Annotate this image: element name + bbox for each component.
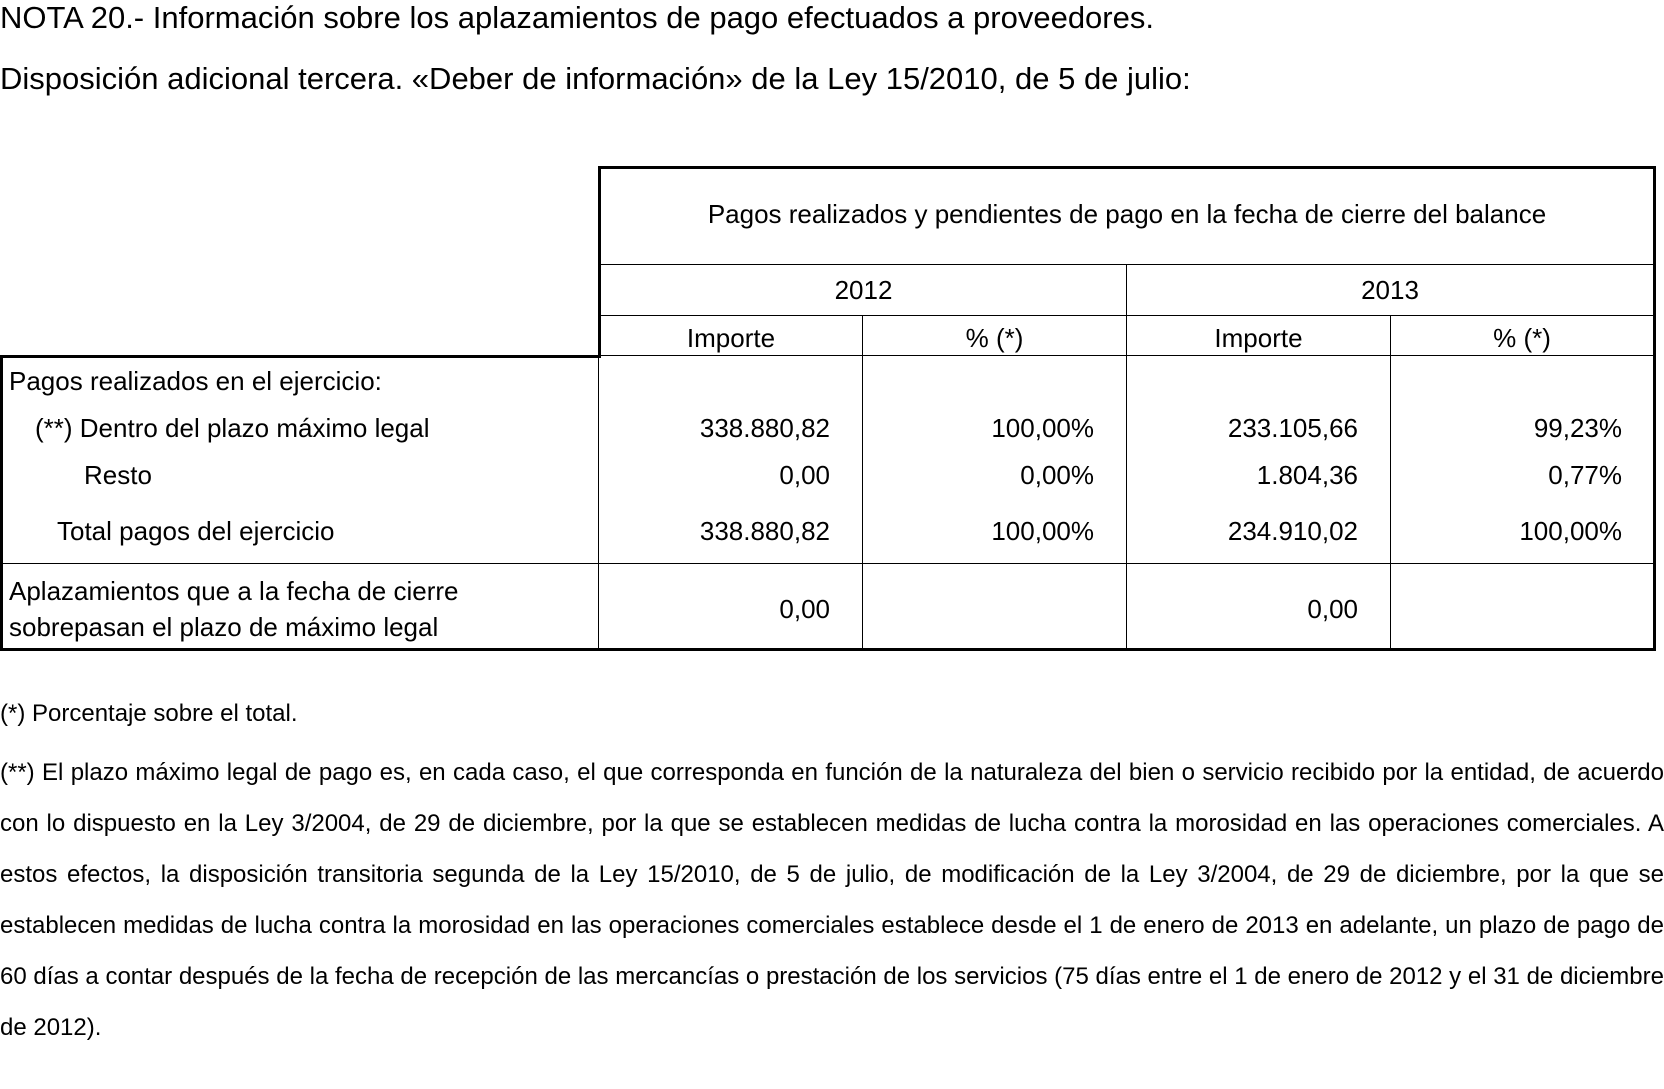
year-header-2012: 2012 <box>834 275 893 305</box>
column-divider <box>1126 264 1127 650</box>
col-header-pct-2013: % (*) <box>1493 323 1551 353</box>
row-divider <box>0 563 1656 564</box>
table-cell: 100,00% <box>1519 516 1622 546</box>
table-body-top-border <box>0 355 601 358</box>
footnote-legal-term: (**) El plazo máximo legal de pago es, en cada caso, el que corresponda en función de la naturaleza del bien o servicio recibido por la entidad, de acuerdo con lo dispuesto en la Ley 3/2004, de 29 de diciembre, por la que se establecen medidas de lucha contra la morosidad en las operaciones comerciales. A estos efectos, la disposición transitoria segunda de la Ley 15/2010, de 5 de julio, de modificación de la Ley 3/2004, de 29 de diciembre, por la que se establecen medidas de lucha contra la morosidad en las operaciones comerciales establece desde el 1 de enero de 2013 en adelante, un plazo de pago de 60 días a contar después de la fecha de recepción de las mercancías o prestación de los servicios (75 días entre el 1 de enero de 2012 y el 31 de diciembre de 2012). <box>0 759 1664 1041</box>
section-label: Pagos realizados en el ejercicio: <box>9 366 382 396</box>
deferrals-label-line1: Aplazamientos que a la fecha de cierre <box>9 576 459 606</box>
year-header-2013: 2013 <box>1361 275 1419 305</box>
note-subtitle: Disposición adicional tercera. «Deber de información» de la Ley 15/2010, de 5 de julio: <box>0 61 1191 96</box>
note-title: NOTA 20.- Información sobre los aplazamientos de pago efectuados a proveedores. <box>0 0 1154 35</box>
row-label: (**) Dentro del plazo máximo legal <box>35 413 430 443</box>
col-header-importe-2013: Importe <box>1214 323 1303 353</box>
table-cell: 1.804,36 <box>1256 460 1358 490</box>
row-divider <box>598 264 1656 265</box>
row-label: Resto <box>84 460 152 490</box>
table-cell: 0,00% <box>1020 460 1094 490</box>
column-divider <box>598 355 599 650</box>
table-cell: 0,00 <box>779 594 830 624</box>
table-border-left <box>0 355 3 651</box>
table-cell: 0,00 <box>779 460 830 490</box>
table-main-header: Pagos realizados y pendientes de pago en la fecha de cierre del balance <box>707 199 1547 229</box>
table-cell: 233.105,66 <box>1227 413 1358 443</box>
table-cell: 100,00% <box>991 516 1094 546</box>
deferrals-label-line2: sobrepasan el plazo de máximo legal <box>9 612 439 642</box>
table-border-right <box>1653 166 1656 651</box>
row-label: Total pagos del ejercicio <box>57 516 335 546</box>
table-border-bottom <box>0 648 1656 651</box>
table-cell: 0,00 <box>1307 594 1358 624</box>
col-header-importe-2012: Importe <box>686 323 776 353</box>
row-divider <box>598 355 1656 356</box>
table-cell: 234.910,02 <box>1227 516 1358 546</box>
table-border-top <box>598 166 1656 169</box>
col-header-pct-2012: % (*) <box>965 323 1024 353</box>
row-divider <box>598 315 1656 316</box>
table-cell: 0,77% <box>1548 460 1622 490</box>
table-cell: 338.880,82 <box>699 516 830 546</box>
table-cell: 99,23% <box>1533 413 1622 443</box>
table-cell: 338.880,82 <box>699 413 830 443</box>
footnote-percentage: (*) Porcentaje sobre el total. <box>0 700 298 727</box>
table-cell: 100,00% <box>991 413 1094 443</box>
